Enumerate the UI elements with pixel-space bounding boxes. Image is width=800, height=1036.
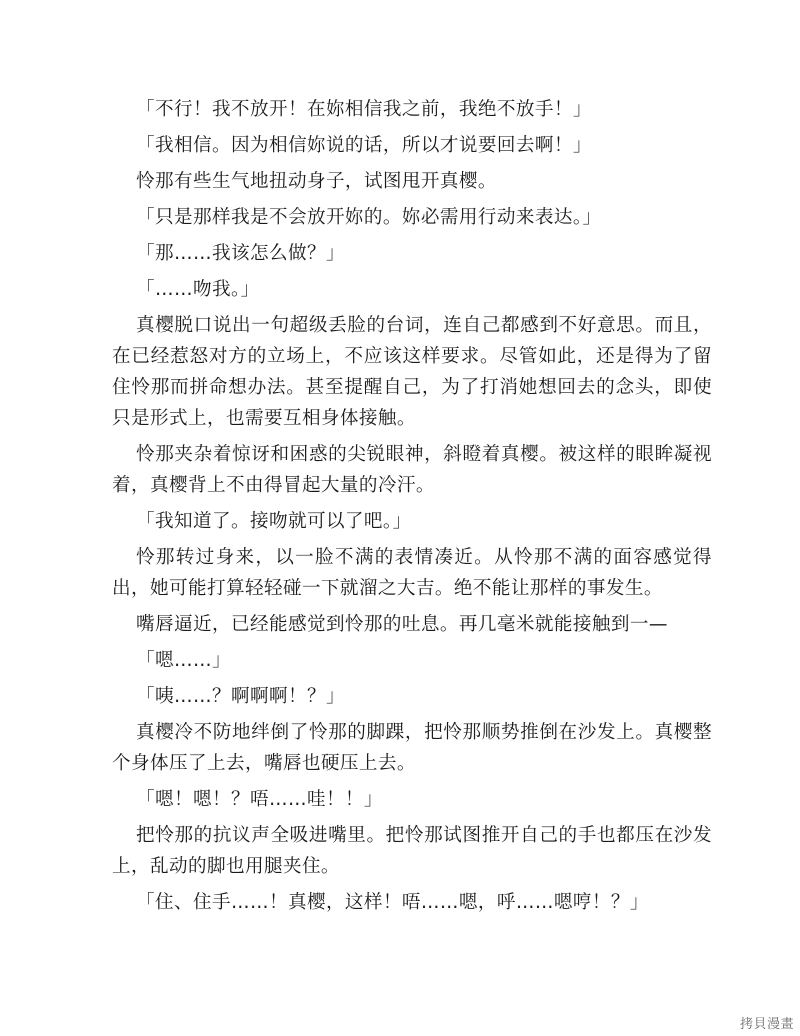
- watermark: 拷貝漫畫: [739, 1017, 794, 1032]
- dialogue-line: 「嗯！嗯！？唔……哇！！」: [136, 789, 383, 810]
- dialogue-line: 「我相信。因为相信妳说的话，所以才说要回去啊！」: [136, 135, 592, 156]
- dialogue-line: 「……吻我。」: [136, 279, 260, 300]
- novel-page-text: [112, 94, 712, 923]
- dialogue-line: 「嗯……」: [136, 650, 231, 671]
- dialogue-line: 「住、住手……！真樱，这样！唔……嗯，呼……嗯哼！？」: [136, 892, 649, 913]
- dialogue-line: 「咦……？啊啊啊！？」: [136, 686, 345, 707]
- dialogue-line: 「我知道了。接吻就可以了吧。」: [136, 511, 412, 532]
- dialogue-line: 「不行！我不放开！在妳相信我之前，我绝不放手！」: [136, 99, 592, 120]
- narration-paragraph: 嘴唇逼近，已经能感觉到怜那的吐息。再几毫米就能接触到一—: [136, 614, 668, 635]
- narration-paragraph: 怜那转过身来，以一脸不满的表情凑近。从怜那不满的面容感觉得出，她可能打算轻轻碰一下就溜之大吉。绝不能让那样的事发生。: [112, 547, 712, 599]
- narration-paragraph: 怜那有些生气地扭动身子，试图甩开真樱。: [136, 171, 497, 192]
- dialogue-line: 「那……我该怎么做？」: [136, 243, 345, 264]
- narration-paragraph: 真樱脱口说出一句超级丢脸的台词，连自己都感到不好意思。而且，在已经惹怒对方的立场上，不应该这样要求。尽管如此，还是得为了留住怜那而拼命想办法。甚至提醒自己，为了打消她想回去的念头，即使只是形式上，也需要互相身体接触。: [112, 315, 712, 429]
- narration-paragraph: 真樱冷不防地绊倒了怜那的脚踝，把怜那顺势推倒在沙发上。真樱整个身体压了上去，嘴唇也硬压上去。: [112, 722, 712, 774]
- narration-paragraph: 把怜那的抗议声全吸进嘴里。把怜那试图推开自己的手也都压在沙发上，乱动的脚也用腿夹住。: [112, 825, 712, 877]
- dialogue-line: 「只是那样我是不会放开妳的。妳必需用行动来表达。」: [136, 207, 602, 228]
- narration-paragraph: 怜那夹杂着惊讶和困惑的尖锐眼神，斜瞪着真樱。被这样的眼眸凝视着，真樱背上不由得冒起大量的冷汗。: [112, 444, 712, 496]
